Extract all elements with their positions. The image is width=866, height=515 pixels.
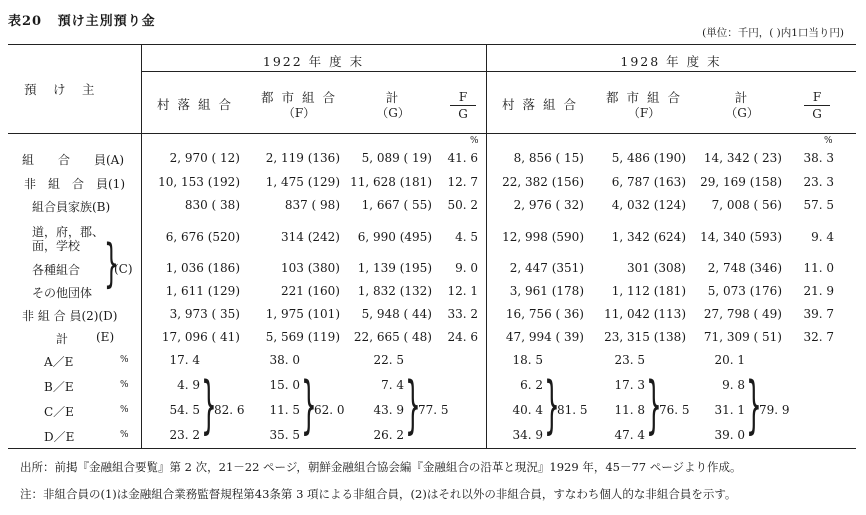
- table-cell: 1, 832 (132): [357, 284, 432, 298]
- table-cell: 22, 382 (156): [502, 175, 584, 189]
- ratio-cell: 23. 5: [614, 353, 645, 367]
- table-cell: 9. 0: [455, 261, 478, 275]
- table-cell: 2, 447 (351): [509, 261, 584, 275]
- table-cell: 1, 342 (624): [611, 230, 686, 244]
- ratio-cell: 34. 9: [512, 428, 543, 442]
- table-cell: 8, 856 ( 15): [513, 151, 584, 165]
- row-label: その他団体: [32, 286, 93, 300]
- ratio-label: B／E: [44, 380, 74, 394]
- ratio-pct-mark: %: [120, 355, 129, 365]
- ratio-pct-mark: %: [120, 405, 129, 415]
- table-cell: 23. 3: [803, 175, 834, 189]
- unit-note: (単位：千円，( )内1口当り円): [702, 27, 844, 39]
- table-cell: 10, 153 (192): [158, 175, 240, 189]
- ratio-sum: 76. 5: [659, 403, 690, 417]
- table-number: 表20: [8, 14, 43, 29]
- fg-ratio-header-1928: [802, 90, 832, 121]
- row-label: 道，府，郡、面，学校: [32, 225, 105, 253]
- ratio-pct-mark: %: [120, 430, 129, 440]
- table-cell: 5, 948 ( 44): [361, 307, 432, 321]
- table-cell: 1, 611 (129): [165, 284, 240, 298]
- village-header-1928: 村 落 組 合: [502, 97, 578, 112]
- ratio-sum: 79. 9: [759, 403, 790, 417]
- urban-header-1928: 都 市 組 合: [606, 90, 682, 105]
- table-cell: 4, 032 (124): [611, 198, 686, 212]
- ratio-sum: 62. 0: [314, 403, 345, 417]
- row-label: 組 合 員(A): [22, 153, 125, 167]
- table-cell: 38. 3: [803, 151, 834, 165]
- table-cell: 21. 9: [803, 284, 834, 298]
- ratio-sum-brace: }: [746, 368, 762, 441]
- table-cell: 41. 6: [447, 151, 478, 165]
- ratio-sum-brace: }: [301, 368, 317, 441]
- ratio-cell: 15. 0: [269, 378, 300, 392]
- table-cell: 1, 036 (186): [165, 261, 240, 275]
- ratio-cell: 26. 2: [373, 428, 404, 442]
- table-caption: 預け主別預り金: [57, 14, 156, 29]
- year-1922-header: 1922 年 度 末: [262, 54, 365, 69]
- row-label-c: (C): [114, 262, 133, 276]
- table-cell: 301 (308): [627, 261, 686, 275]
- ratio-sum-brace: }: [544, 368, 560, 441]
- table-cell: 12, 998 (590): [502, 230, 584, 244]
- table-cell: 3, 973 ( 35): [169, 307, 240, 321]
- total-sub-1928: （G）: [725, 106, 759, 120]
- table-cell: 1, 112 (181): [611, 284, 686, 298]
- ratio-cell: 17. 4: [169, 353, 200, 367]
- frac-top: F: [458, 90, 468, 104]
- year-header-rule: [141, 71, 856, 72]
- frac-bar: [450, 105, 476, 106]
- total-header-1922: 計: [385, 90, 401, 105]
- urban-sub-1922: （F）: [282, 106, 316, 120]
- table-cell: 39. 7: [803, 307, 834, 321]
- header-bottom-rule: [8, 133, 856, 134]
- ratio-cell: 20. 1: [714, 353, 745, 367]
- table-cell: 12. 7: [447, 175, 478, 189]
- table-cell: 1, 139 (195): [357, 261, 432, 275]
- table-cell: 16, 756 ( 36): [505, 307, 584, 321]
- table-cell: 6, 787 (163): [611, 175, 686, 189]
- row-label: 各種組合: [32, 263, 81, 277]
- ratio-label: D／E: [44, 430, 75, 444]
- table-cell: 47, 994 ( 39): [505, 330, 584, 344]
- table-cell: 2, 976 ( 32): [513, 198, 584, 212]
- table-cell: 1, 975 (101): [265, 307, 340, 321]
- ratio-label: A／E: [44, 355, 74, 369]
- ratio-cell: 7. 4: [381, 378, 404, 392]
- table-cell: 23, 315 (138): [604, 330, 686, 344]
- ratio-cell: 40. 4: [512, 403, 543, 417]
- pct-mark-1928: %: [824, 136, 833, 146]
- frac-bottom: G: [812, 107, 822, 121]
- table-cell: 4. 5: [455, 230, 478, 244]
- table-cell: 2, 970 ( 12): [169, 151, 240, 165]
- ratio-pct-mark: %: [120, 380, 129, 390]
- table-cell: 3, 961 (178): [509, 284, 584, 298]
- table-cell: 6, 676 (520): [165, 230, 240, 244]
- ratio-cell: 9. 8: [722, 378, 745, 392]
- note-footnote: 注：非組合員の(1)は金融組合業務監督規程第43条第 3 項による非組合員，(2)はそれ以外の非組合員，すなわち個人的な非組合員を示す。: [20, 487, 737, 501]
- total-sub-1922: （G）: [376, 106, 410, 120]
- ratio-cell: 47. 4: [614, 428, 645, 442]
- group-brace-c: }: [104, 234, 119, 294]
- depositor-header: 預 け 主: [24, 82, 97, 97]
- table-cell: 71, 309 ( 51): [703, 330, 782, 344]
- table-cell: 5, 073 (176): [707, 284, 782, 298]
- table-bottom-rule: [8, 448, 856, 449]
- ratio-cell: 54. 5: [169, 403, 200, 417]
- table-cell: 14, 340 (593): [700, 230, 782, 244]
- ratio-sum: 82. 6: [214, 403, 245, 417]
- ratio-sum: 77. 5: [418, 403, 449, 417]
- table-cell: 5, 486 (190): [611, 151, 686, 165]
- table-cell: 221 (160): [281, 284, 340, 298]
- ratio-cell: 4. 9: [177, 378, 200, 392]
- table-cell: 9. 4: [811, 230, 834, 244]
- table-cell: 27, 798 ( 49): [703, 307, 782, 321]
- ratio-cell: 23. 2: [169, 428, 200, 442]
- table-cell: 6, 990 (495): [357, 230, 432, 244]
- village-header-1922: 村 落 組 合: [157, 97, 233, 112]
- ratio-sum-brace: }: [405, 368, 421, 441]
- table-cell: 837 ( 98): [284, 198, 340, 212]
- pct-mark-1922: %: [470, 136, 479, 146]
- ratio-sum-brace: }: [646, 368, 662, 441]
- table-cell: 11, 628 (181): [350, 175, 432, 189]
- table-cell: 17, 096 ( 41): [161, 330, 240, 344]
- table-cell: 32. 7: [803, 330, 834, 344]
- table-cell: 7, 008 ( 56): [711, 198, 782, 212]
- table-cell: 24. 6: [447, 330, 478, 344]
- frac-top: F: [812, 90, 822, 104]
- ratio-cell: 6. 2: [520, 378, 543, 392]
- ratio-cell: 31. 1: [714, 403, 745, 417]
- urban-sub-1928: （F）: [627, 106, 661, 120]
- table-cell: 57. 5: [803, 198, 834, 212]
- source-footnote: 出所：前掲『金融組合要覧』第 2 次，21－22 ページ，朝鮮金融組合協会編『金融組合の沿革と現況』1929 年，45－77 ページより作成。: [20, 460, 742, 474]
- ratio-cell: 17. 3: [614, 378, 645, 392]
- table-cell: 5, 569 (119): [265, 330, 340, 344]
- ratio-sum-brace: }: [201, 368, 217, 441]
- table-cell: 33. 2: [447, 307, 478, 321]
- ratio-cell: 18. 5: [512, 353, 543, 367]
- frac-bottom: G: [458, 107, 468, 121]
- ratio-label: C／E: [44, 405, 74, 419]
- table-cell: 1, 667 ( 55): [361, 198, 432, 212]
- ratio-sum: 81. 5: [557, 403, 588, 417]
- row-label: 計: [56, 332, 69, 346]
- table-cell: 314 (242): [281, 230, 340, 244]
- row-label: 非 組 合 員(2)(D): [22, 309, 118, 323]
- table-cell: 1, 475 (129): [265, 175, 340, 189]
- table-cell: 50. 2: [447, 198, 478, 212]
- table-cell: 2, 119 (136): [265, 151, 340, 165]
- table-cell: 2, 748 (346): [707, 261, 782, 275]
- row-label: 非 組 合 員(1): [24, 177, 125, 191]
- ratio-cell: 39. 0: [714, 428, 745, 442]
- ratio-cell: 11. 5: [269, 403, 300, 417]
- ratio-cell: 38. 0: [269, 353, 300, 367]
- fg-ratio-header-1922: [448, 90, 478, 121]
- table-title: [8, 10, 156, 29]
- table-cell: 14, 342 ( 23): [703, 151, 782, 165]
- table-cell: 22, 665 ( 48): [353, 330, 432, 344]
- table-top-rule: [8, 44, 856, 45]
- total-header-1928: 計: [734, 90, 750, 105]
- year-1928-header: 1928 年 度 末: [620, 54, 722, 69]
- row-label: 組合員家族(B): [32, 200, 111, 214]
- ratio-cell: 22. 5: [373, 353, 404, 367]
- ratio-cell: 43. 9: [373, 403, 404, 417]
- table-cell: 5, 089 ( 19): [361, 151, 432, 165]
- table-cell: 830 ( 38): [184, 198, 240, 212]
- ratio-cell: 11. 8: [614, 403, 645, 417]
- row-label-e: (E): [96, 330, 115, 344]
- table-cell: 103 (380): [281, 261, 340, 275]
- table-cell: 12. 1: [447, 284, 478, 298]
- urban-header-1922: 都 市 組 合: [261, 90, 337, 105]
- table-cell: 11. 0: [803, 261, 834, 275]
- table-cell: 11, 042 (113): [604, 307, 686, 321]
- table-cell: 29, 169 (158): [700, 175, 782, 189]
- ratio-cell: 35. 5: [269, 428, 300, 442]
- frac-bar: [804, 105, 830, 106]
